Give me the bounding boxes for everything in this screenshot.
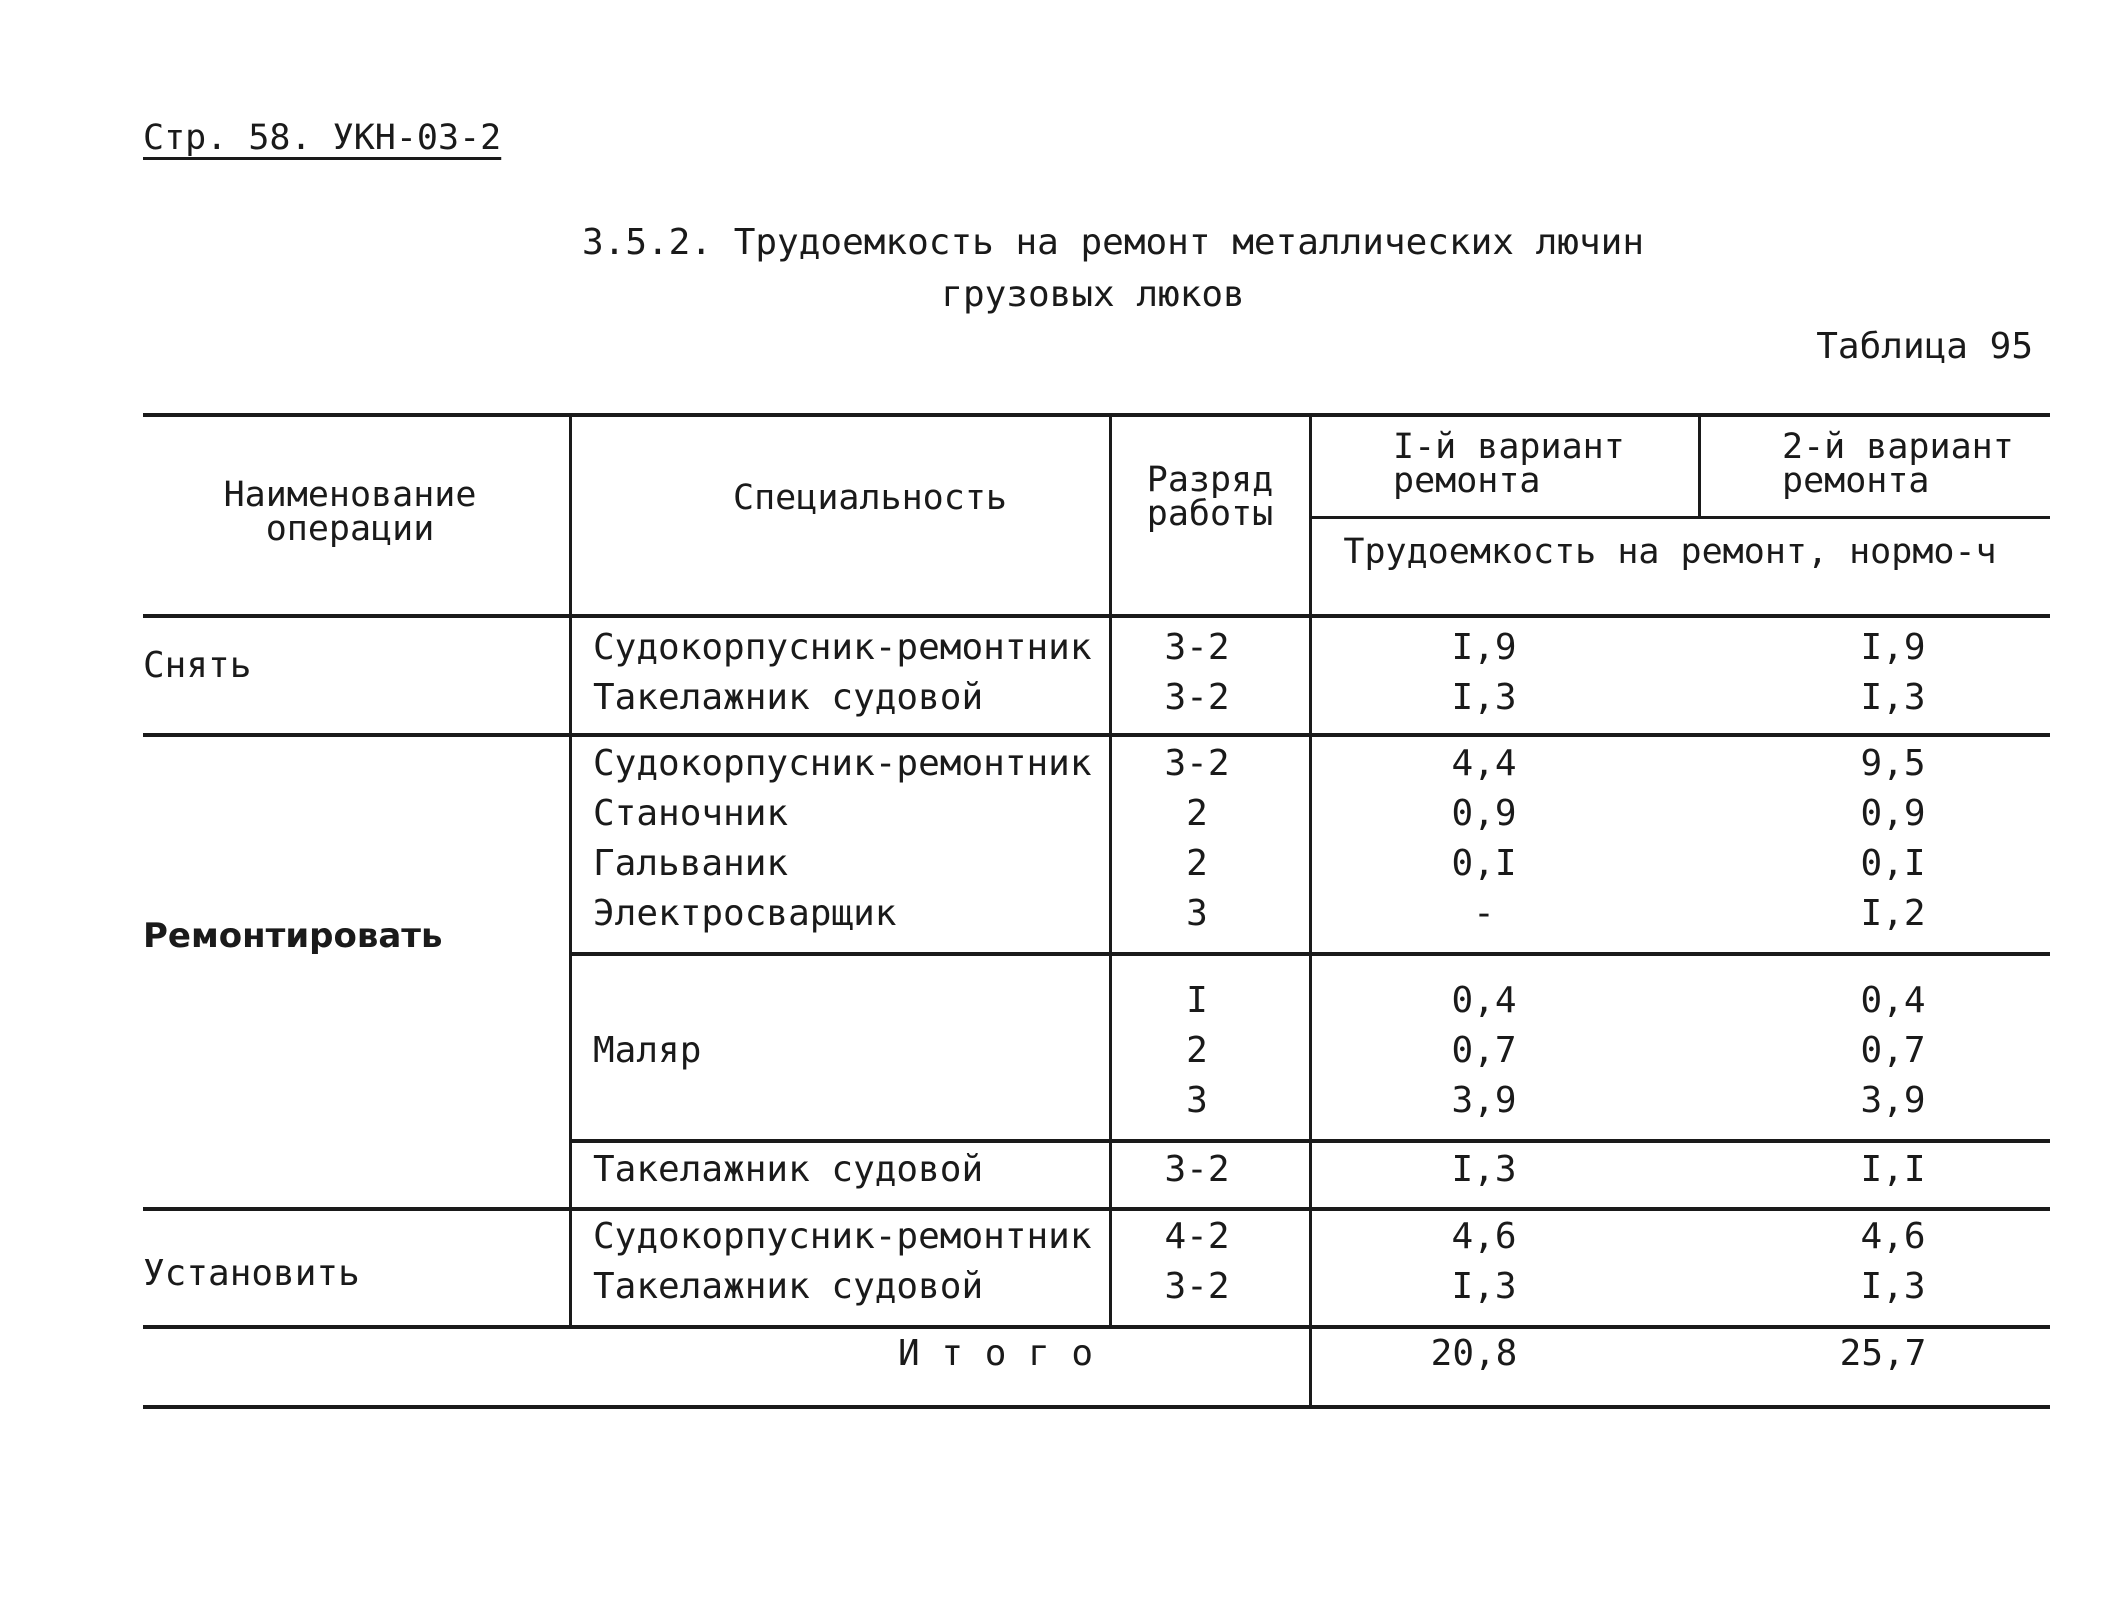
page-header: Стр. 58. УКН-03-2 [143,118,502,158]
table-row-specialty: Судокорпусник-ремонтник [593,627,1092,668]
table-row-variant1: I,9 [1451,627,1517,668]
col-header-specialty: Специальность [733,478,1007,518]
table-row-grade: 2 [1186,793,1208,834]
table-row-variant1: I,3 [1451,1266,1517,1307]
table-row-variant1: 0,7 [1451,1030,1517,1071]
operation-remove: Снять [143,645,252,686]
total-variant2: 25,7 [1839,1333,1927,1374]
table-row-specialty: Такелажник судовой [593,677,984,718]
total-label: И т о г о [898,1333,1094,1374]
table-row-variant2: I,3 [1860,1266,1926,1307]
table-row-variant1: 0,I [1451,843,1517,884]
table-row-variant2: I,I [1860,1149,1926,1190]
table-row-specialty: Судокорпусник-ремонтник [593,1216,1092,1257]
table-row-variant2: 0,I [1860,843,1926,884]
table-row-grade: I [1186,980,1208,1021]
table-row-variant1: I,3 [1451,1149,1517,1190]
table-row-specialty: Такелажник судовой [593,1149,984,1190]
table-row-specialty: Гальваник [593,843,789,884]
table-row-grade: 2 [1186,1030,1208,1071]
table-row-grade: 4-2 [1164,1216,1230,1257]
table-row-specialty: Такелажник судовой [593,1266,984,1307]
table-row-grade: 3-2 [1164,627,1230,668]
table-title-line2: грузовых люков [941,274,1245,315]
table-row-grade: 3-2 [1164,743,1230,784]
table-row-grade: 3 [1186,1080,1208,1121]
operation-repair: Ремонтировать [143,916,443,956]
col-header-operation: Наименование операции [223,475,477,549]
table-row-variant1: 4,4 [1451,743,1517,784]
table-row-variant1: 0,4 [1451,980,1517,1021]
table-row-specialty: Судокорпусник-ремонтник [593,743,1092,784]
table-row-variant2: 9,5 [1860,743,1926,784]
table-row-grade: 3-2 [1164,1266,1230,1307]
col-subheader-labor: Трудоемкость на ремонт, нормо-ч [1343,532,1997,572]
table-row-variant1: I,3 [1451,677,1517,718]
table-row-grade: 3-2 [1164,1149,1230,1190]
table-row-variant2: 0,9 [1860,793,1926,834]
table-row-variant1: - [1473,893,1495,934]
table-row-variant2: 0,4 [1860,980,1926,1021]
table-row-variant2: I,3 [1860,677,1926,718]
table-row-specialty: Маляр [593,1030,702,1071]
table-row-specialty: Станочник [593,793,789,834]
table-row-variant2: I,2 [1860,893,1926,934]
table-row-grade: 2 [1186,843,1208,884]
total-variant1: 20,8 [1430,1333,1518,1374]
table-row-grade: 3-2 [1164,677,1230,718]
table-row-variant1: 0,9 [1451,793,1517,834]
col-header-grade: Разряд работы [1146,460,1274,534]
col-header-variant2: 2-й вариант ремонта [1782,427,2014,501]
table-row-grade: 3 [1186,893,1208,934]
operation-install: Установить [143,1253,360,1294]
col-header-variant1: I-й вариант ремонта [1393,427,1625,501]
table-number-label: Таблица 95 [1816,326,2033,367]
table-row-variant2: 4,6 [1860,1216,1926,1257]
table-title-line1: 3.5.2. Трудоемкость на ремонт металлических лючин [581,222,1645,263]
table-row-variant2: 0,7 [1860,1030,1926,1071]
table-row-variant1: 4,6 [1451,1216,1517,1257]
table-row-variant2: I,9 [1860,627,1926,668]
table-row-variant1: 3,9 [1451,1080,1517,1121]
table-row-variant2: 3,9 [1860,1080,1926,1121]
table-row-specialty: Электросварщик [593,893,897,934]
